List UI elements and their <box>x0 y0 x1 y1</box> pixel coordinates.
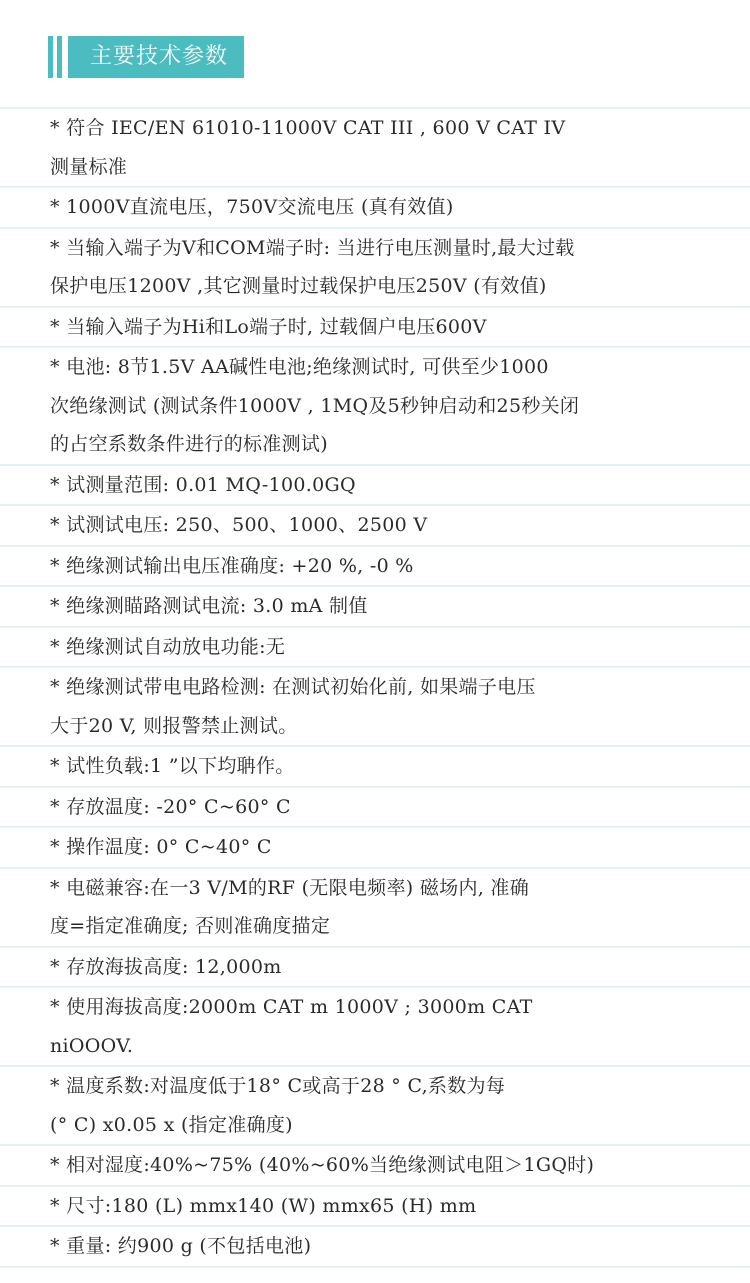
spec-line: * 存放温度: -20° C~60° C <box>50 795 291 818</box>
spec-line: * 操作温度: 0° C~40° C <box>50 836 272 858</box>
divider <box>0 1266 750 1268</box>
spec-line: 次绝缘测试 (测试条件1000V , 1MQ及5秒钟启动和25秒关闭 <box>50 394 580 417</box>
spec-line: * 当输入端子为Hi和Lo端子时, 过载個户电压600V <box>50 315 487 338</box>
spec-line: * 绝缘测瞄路测试电流: 3.0 mA 制值 <box>50 595 368 617</box>
spec-line: 度=指定准确度; 否则准确度描定 <box>50 915 331 937</box>
spec-line: 的占空系数条件进行的标准测试) <box>50 433 328 455</box>
spec-line: * 电池: 8节1.5V AA碱性电池;绝缘测试时, 可供至少1000 <box>50 356 549 378</box>
spec-item <box>0 1187 750 1226</box>
spec-line: * 尺寸:180 (L) mmx140 (W) mmx65 (H) mm <box>50 1194 477 1217</box>
spec-item <box>0 788 750 827</box>
spec-line: * 使用海拔高度:2000m CAT m 1000V ; 3000m CAT <box>50 996 533 1018</box>
spec-item <box>0 828 750 867</box>
spec-item <box>0 547 750 586</box>
spec-line: * 试测试电压: 250、500、1000、2500 V <box>50 514 428 536</box>
spec-item <box>0 308 750 347</box>
spec-line: * 重量: 约900 g (不包括电池) <box>50 1235 312 1257</box>
spec-item <box>0 668 750 745</box>
spec-item <box>0 948 750 987</box>
spec-item <box>0 1146 750 1185</box>
spec-line: * 当输入端子为V和COM端子时: 当进行电压测量时,最大过载 <box>50 236 575 259</box>
spec-line: 大于20 V, 则报警禁止测试。 <box>50 714 298 737</box>
spec-item <box>0 628 750 667</box>
header-accent-bar <box>57 36 62 78</box>
spec-item <box>0 988 750 1065</box>
spec-line: * 电磁兼容:在一3 V/M的RF (无限电频率) 磁场内, 准确 <box>50 876 530 899</box>
spec-item <box>0 1067 750 1144</box>
spec-item <box>0 348 750 464</box>
header-accent-bar <box>48 36 53 78</box>
spec-item <box>0 109 750 186</box>
spec-line: * 绝缘测试输出电压准确度: +20 %, -0 % <box>50 554 414 577</box>
spec-line: niOOOV. <box>50 1034 134 1057</box>
spec-line: * 试测量范围: 0.01 MQ-100.0GQ <box>50 473 356 496</box>
spec-item <box>0 747 750 786</box>
spec-line: 保护电压1200V ,其它测量时过载保护电压250V (有效值) <box>50 275 547 297</box>
section-header <box>48 36 244 78</box>
spec-line: (° C) x0.05 x (指定准确度) <box>50 1113 293 1136</box>
spec-line: * 存放海拔高度: 12,000m <box>50 955 282 978</box>
spec-item <box>0 506 750 545</box>
spec-line: * 绝缘测试自动放电功能:无 <box>50 635 286 658</box>
spec-item <box>0 188 750 227</box>
spec-item <box>0 229 750 306</box>
spec-item <box>0 466 750 505</box>
spec-line: * 1000V直流电压，750V交流电压 (真有效值) <box>50 196 454 218</box>
spec-item <box>0 587 750 626</box>
spec-item <box>0 869 750 946</box>
spec-line: * 试性负载:1 ”以下均聃作。 <box>50 755 295 777</box>
spec-line: * 温度系数:对温度低于18° C或高于28 ° C,系数为每 <box>50 1075 506 1097</box>
spec-line: 测量标准 <box>50 155 128 178</box>
section-title: 主要技术参数 <box>68 36 244 78</box>
spec-line: * 符合 IEC/EN 61010-11000V CAT III , 600 V CAT IV <box>50 117 566 139</box>
spec-list <box>0 107 750 1268</box>
spec-line: * 绝缘测试带电电路检测: 在测试初始化前, 如果端子电压 <box>50 676 536 698</box>
spec-line: * 相对湿度:40%~75% (40%~60%当绝缘测试电阻＞1GQ时) <box>50 1154 595 1176</box>
spec-item <box>0 1227 750 1266</box>
